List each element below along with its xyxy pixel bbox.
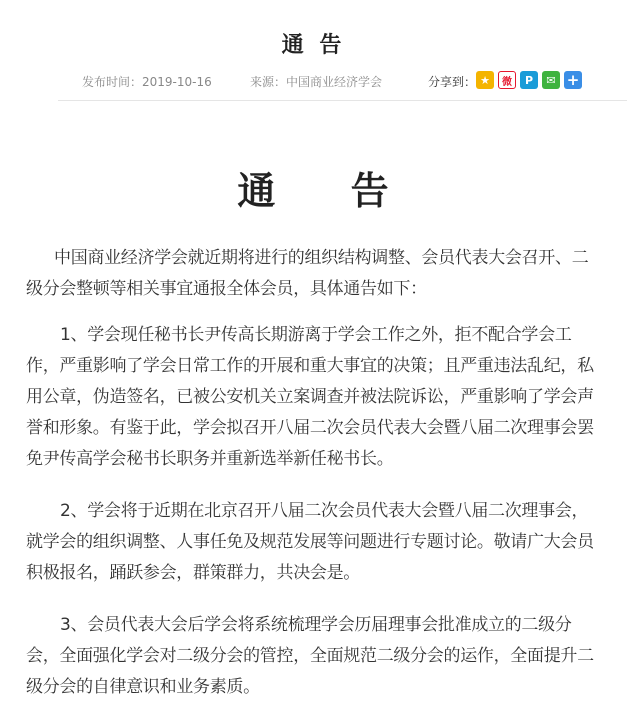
article-meta: [0, 73, 627, 91]
notice-item-2: 2、学会将于近期在北京召开八届二次会员代表大会暨八届二次理事会，就学会的组织调整、人事任免及规范发展等问题进行专题讨论。敬请广大会员积极报名，踊跃参会，群策群力，共决会是。: [26, 501, 594, 583]
share-buttons: [476, 71, 582, 89]
notice-body: [26, 243, 604, 724]
notice-item-1: 1、学会现任秘书长尹传高长期游离于学会工作之外，拒不配合学会工作，严重影响了学会日常工作的开展和重大事宜的决策；且严重违法乱纪，私用公章，伪造签名，已被公安机关立案调查并被法院诉讼，严重影响了学会声誉和形象。有鉴于此，学会拟召开八届二次会员代表大会暨八届二次理事会罢免尹传高学会秘书长职务并重新选举新任秘书长。: [26, 325, 594, 469]
weibo-share-icon[interactable]: 微: [498, 71, 516, 89]
share-label: 分享到：: [428, 75, 477, 89]
publish-date: 发布时间：2019-10-16: [82, 75, 212, 89]
wechat-share-icon[interactable]: ✉: [542, 71, 560, 89]
page-title: 通 告: [281, 33, 346, 58]
header-divider: [58, 100, 627, 101]
qzone-share-icon[interactable]: ★: [476, 71, 494, 89]
article-source: 来源：中国商业经济学会: [250, 75, 383, 89]
notice-item-3: 3、会员代表大会后学会将系统梳理学会历届理事会批准成立的二级分会，全面强化学会对二级分会的管控，全面规范二级分会的运作，全面提升二级分会的自律意识和业务素质。: [26, 615, 594, 697]
notice-heading: 通 告: [237, 168, 390, 213]
more-share-icon[interactable]: +: [564, 71, 582, 89]
tencent-weibo-share-icon[interactable]: P: [520, 71, 538, 89]
notice-intro-paragraph: 中国商业经济学会就近期将进行的组织结构调整、会员代表大会召开、二级分会整顿等相关事宜通报全体会员，具体通告如下：: [26, 248, 589, 299]
